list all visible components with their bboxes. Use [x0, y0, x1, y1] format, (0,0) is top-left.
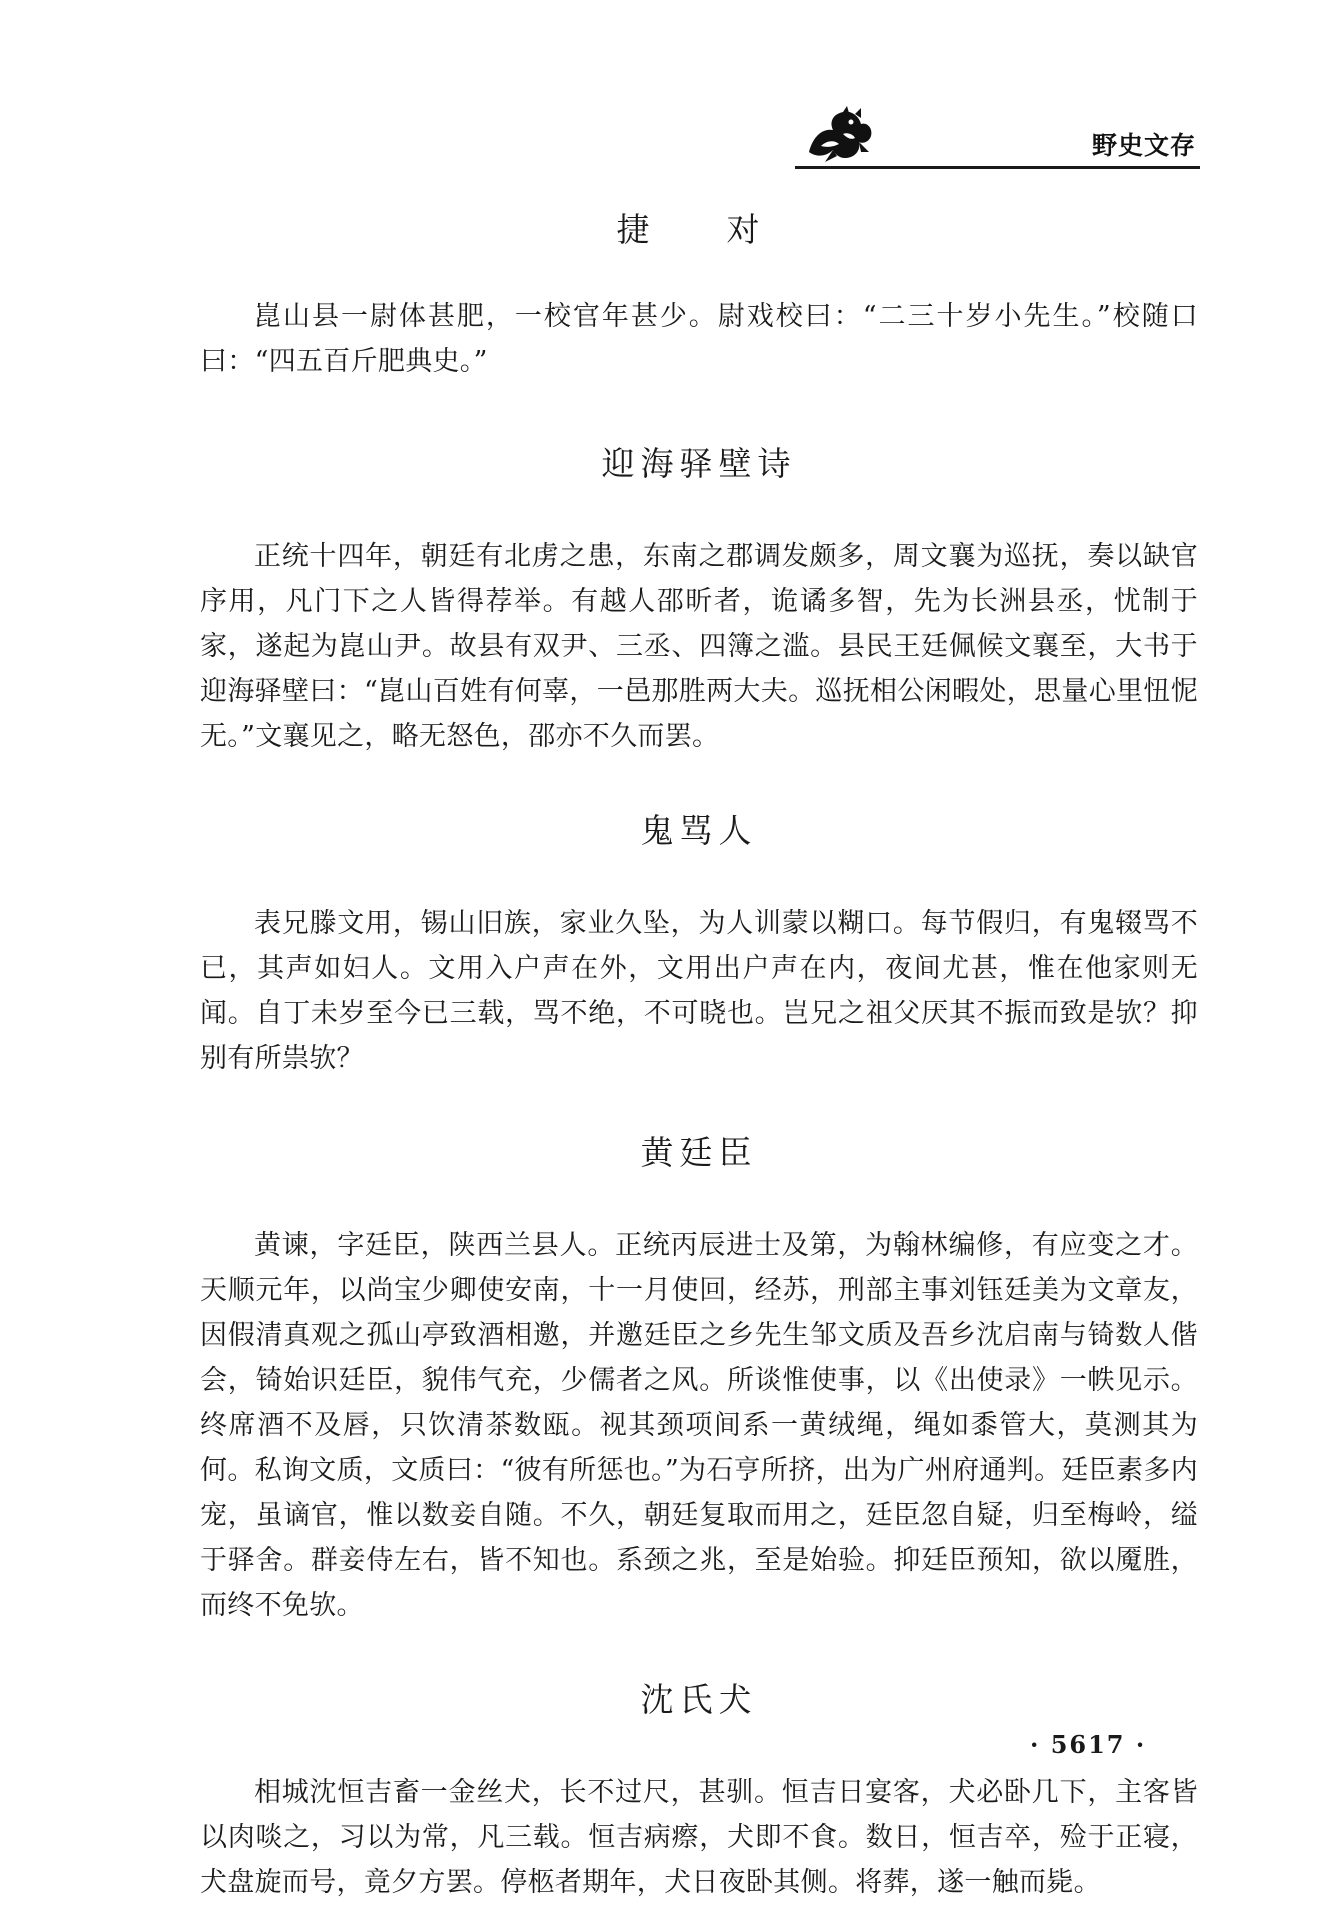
dragon-emblem-icon — [803, 106, 875, 164]
section-title: 黄廷臣 — [640, 1133, 758, 1172]
section-title: 迎海驿壁诗 — [601, 444, 797, 483]
section — [200, 208, 1198, 384]
section-title: 捷 对 — [616, 210, 782, 249]
section-title: 鬼骂人 — [640, 811, 758, 850]
paragraph: 黄谏，字廷臣，陕西兰县人。正统丙辰进士及第，为翰林编修，有应变之才。天顺元年，以尚宝少卿使安南，十一月使回，经苏，刑部主事刘钰廷美为文章友，因假清真观之孤山亭致酒相邀，并邀廷臣之乡先生邹文质及吾乡沈启南与锜数人偕会，锜始识廷臣，貌伟气充，少儒者之风。所谈惟使事，以《出使录》一帙见示。终席酒不及唇，只饮清茶数瓯。视其颈项间系一黄绒绳，绳如黍管大，莫测其为何。私询文质，文质曰：“彼有所惩也。”为石亨所挤，出为广州府通判。廷臣素多内宠，虽谪官，惟以数妾自随。不久，朝廷复取而用之，廷臣忽自疑，归至梅岭，缢于驿舍。群妾侍左右，皆不知也。系颈之兆，至是始验。抑廷臣预知，欲以魇胜，而终不免欤。 — [200, 1230, 1198, 1621]
paragraph: 相城沈恒吉畜一金丝犬，长不过尺，甚驯。恒吉日宴客，犬必卧几下，主客皆以肉啖之，习以为常，凡三载。恒吉病瘵，犬即不食。数日，恒吉卒，殓于正寝，犬盘旋而号，竟夕方罢。停柩者期年，犬日夜卧其侧。将葬，遂一触而毙。 — [200, 1777, 1198, 1898]
paragraph: 正统十四年，朝廷有北虏之患，东南之郡调发颇多，周文襄为巡抚，奏以缺官序用，凡门下之人皆得荐举。有越人邵昕者，诡谲多智，先为长洲县丞，忧制于家，遂起为崑山尹。故县有双尹、三丞、四簿之滥。县民王廷佩候文襄至，大书于迎海驿壁曰：“崑山百姓有何辜，一邑那胜两大夫。巡抚相公闲暇处，思量心里忸怩无。”文襄见之，略无怒色，邵亦不久而罢。 — [200, 541, 1198, 752]
section-title: 沈氏犬 — [640, 1680, 758, 1719]
section — [200, 1131, 1198, 1628]
page-number: · 5617 · — [1030, 1730, 1147, 1759]
paragraph: 崑山县一尉体甚肥，一校官年甚少。尉戏校曰：“二三十岁小先生。”校随口曰：“四五百斤肥典史。” — [200, 301, 1198, 377]
running-header — [795, 96, 1200, 170]
series-title: 野史文存 — [1091, 131, 1196, 160]
section — [200, 1678, 1198, 1905]
section — [200, 442, 1198, 759]
header-rule — [795, 166, 1200, 169]
article-body — [200, 208, 1198, 1905]
paragraph: 表兄滕文用，锡山旧族，家业久坠，为人训蒙以糊口。每节假归，有鬼辍骂不已，其声如妇人。文用入户声在外，文用出户声在内，夜间尤甚，惟在他家则无闻。自丁未岁至今已三载，骂不绝，不可晓也。岂兄之祖父厌其不振而致是欤？抑别有所祟欤？ — [200, 908, 1198, 1074]
section — [200, 809, 1198, 1081]
